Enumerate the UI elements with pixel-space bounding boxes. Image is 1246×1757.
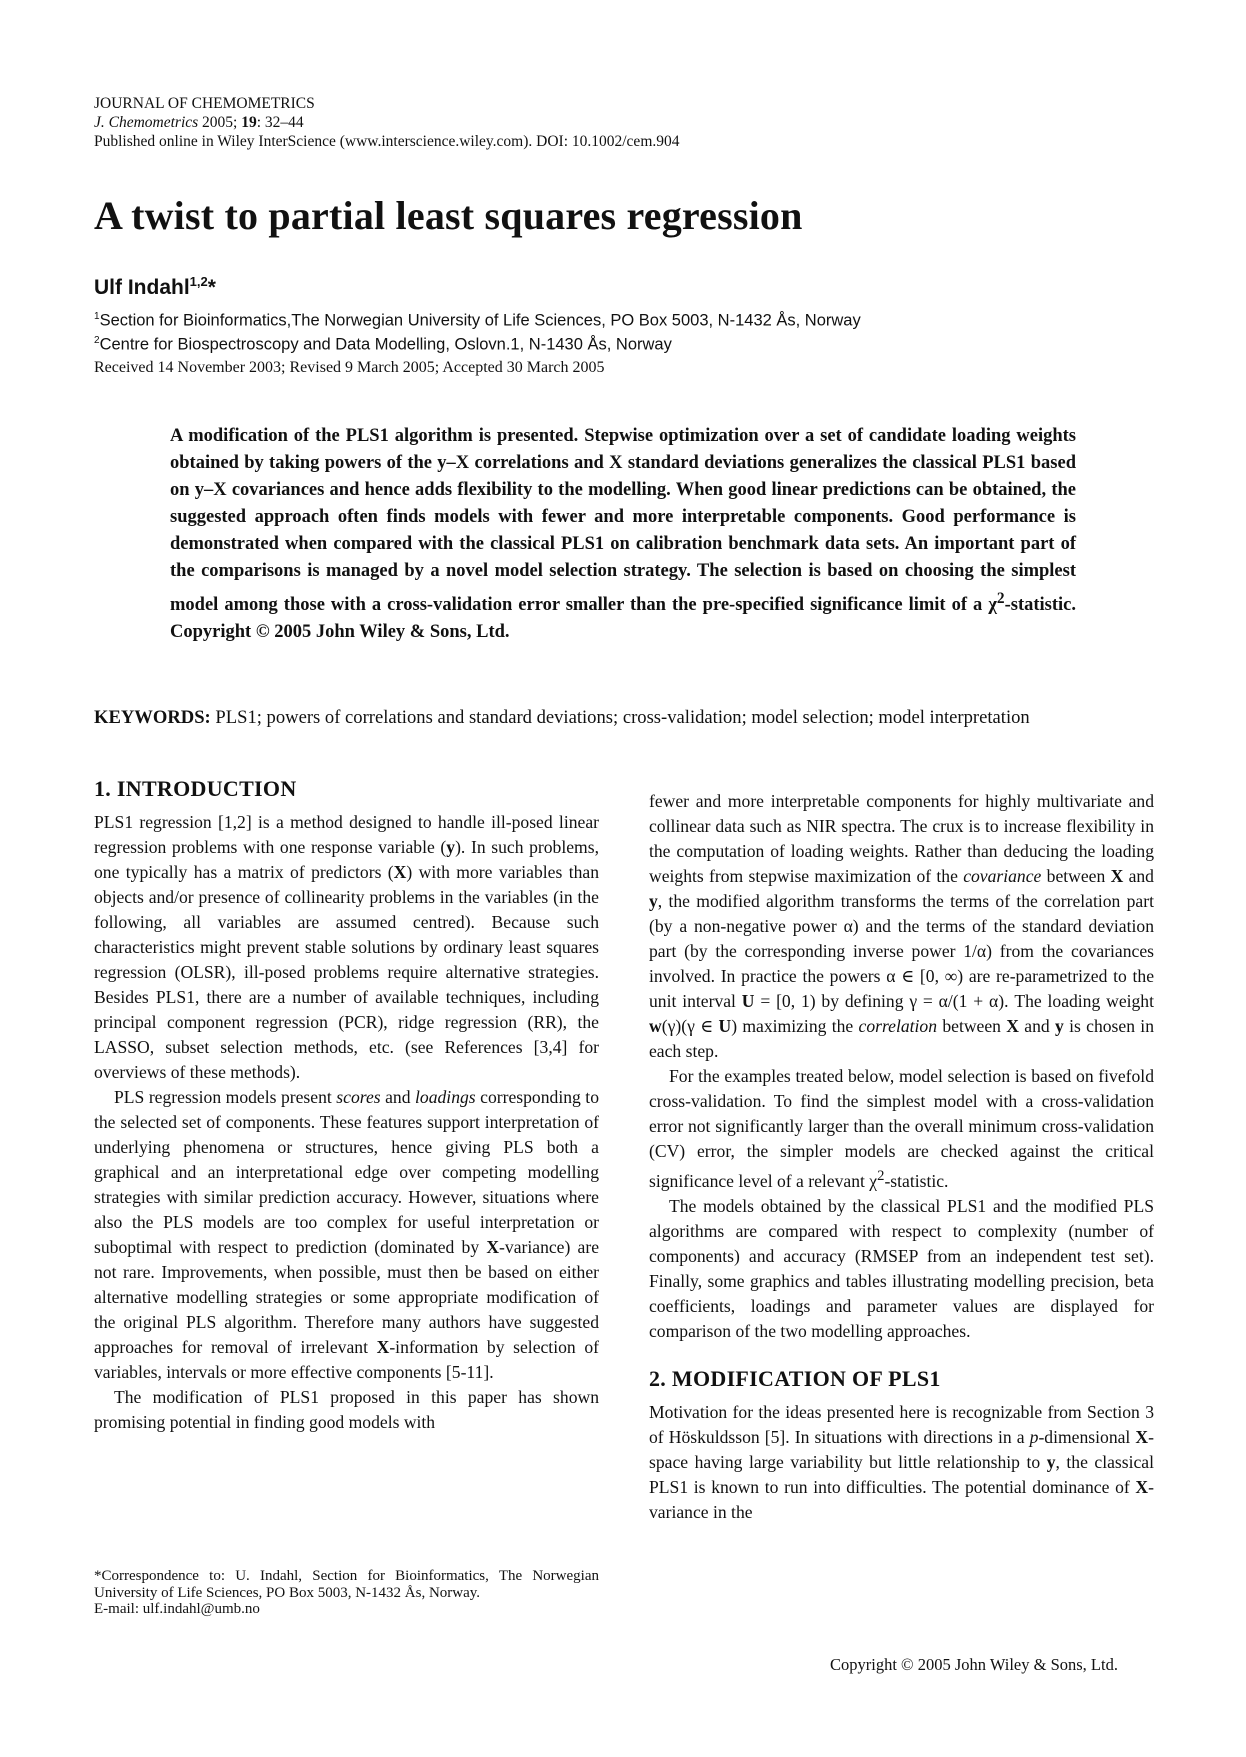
copyright-footer: Copyright © 2005 John Wiley & Sons, Ltd. xyxy=(830,1655,1118,1674)
email: E-mail: ulf.indahl@umb.no xyxy=(94,1601,260,1617)
correspondence-footnote: *Correspondence to: U. Indahl, Section for Bioinformatics, The Norwegian University of Life Sciences, PO Box 5003, N-1432 Ås, Norway. E-mail: ulf.indahl@umb.no xyxy=(94,1568,599,1617)
intro-paragraph-2: PLS regression models present scores and loadings corresponding to the selected set of components. These features support interpretation of underlying phenomena or structures, hence giving PLS both a graphical and an interpretational edge over competing modelling strategies with similar prediction accuracy. However, situations where also the PLS models are too complex for useful interpretation or suboptimal with respect to prediction (dominated by X-variance) are not rare. Improvements, when possible, must then be based on either alternative modelling strategies or some appropriate modification of the original PLS algorithm. Therefore many authors have suggested approaches for removal of irrelevant X-information by selection of variables, intervals or more effective components [5-11]. xyxy=(94,1087,600,1382)
journal-name: JOURNAL OF CHEMOMETRICS xyxy=(94,95,315,112)
intro-paragraph-3: The modification of PLS1 proposed in this paper has shown promising potential in finding good models with xyxy=(94,1387,599,1432)
section-2-heading: 2. MODIFICATION OF PLS1 xyxy=(649,1365,941,1391)
journal-citation: J. Chemometrics 2005; 19: 32–44 xyxy=(94,114,304,131)
right-column xyxy=(649,789,1154,1525)
intro-paragraph-4: For the examples treated below, model selection is based on fivefold cross-validation. To find the simplest model with a cross-validation error not significantly larger than the overall minimum cross-validation (CV) error, the simpler models are checked against the critical significance level of a relevant $\chi^2$-statistic. xyxy=(649,1066,1154,1191)
modification-paragraph-1: Motivation for the ideas presented here is recognizable from Section 3 of Höskuldsson [5]. In situations with directions in a p-dimensional X-space having large variability but little relationship to y, the classical PLS1 is known to run into difficulties. The potential dominance of X-variance in the xyxy=(649,1401,1154,1522)
abstract: A modification of the PLS1 algorithm is presented. Stepwise optimization over a set of candidate loading weights obtained by taking powers of the y–X correlations and X standard deviations generalizes the classical PLS1 based on y–X covariances and hence adds flexibility to the modelling. When good linear predictions can be obtained, the suggested approach often finds models with fewer and more interpretable components. Good performance is demonstrated when compared with the classical PLS1 on calibration benchmark data sets. An important part of the comparisons is managed by a novel model selection strategy. The selection is based on choosing the simplest model among those with a cross-validation error smaller than the pre-specified significance limit of a $\chi^2$-statistic. Copyright © 2005 John Wiley & Sons, Ltd. xyxy=(170,426,1076,643)
left-column xyxy=(94,776,599,1435)
keywords: KEYWORDS: PLS1; powers of correlations and standard deviations; cross-validation; model selection; model interpretation xyxy=(94,707,1030,728)
paper-title: A twist to partial least squares regression xyxy=(94,193,803,238)
author: Ulf Indahl$^{1,2}$* xyxy=(94,274,216,299)
received-dates: Received 14 November 2003; Revised 9 March 2005; Accepted 30 March 2005 xyxy=(94,359,605,376)
affiliation-1: $^1$Section for Bioinformatics,The Norwegian University of Life Sciences, PO Box 5003, N-1432 Ås, Norway xyxy=(94,311,861,330)
intro-paragraph-1: PLS1 regression [1,2] is a method designed to handle ill-posed linear regression problems with one response variable (y). In such problems, one typically has a matrix of predictors (X) with more variables than objects and/or presence of collinearity problems in the variables (in the following, all variables are assumed centred). Because such characteristics might prevent stable solutions by ordinary least squares regression (OLSR), ill-posed problems require alternative strategies. Besides PLS1, there are a number of available techniques, including principal component regression (PCR), ridge regression (RR), the LASSO, subset selection methods, etc. (see References [3,4] for overviews of these methods). xyxy=(94,812,599,1082)
intro-paragraph-3-continued: fewer and more interpretable components for highly multivariate and collinear data such as NIR spectra. The crux is to increase flexibility in the computation of loading weights. Rather than deducing the loading weights from stepwise maximization of the covariance between X and y, the modified algorithm transforms the terms of the correlation part (by a non-negative power α) and the terms of the standard deviation part (by the corresponding inverse power 1/α) from the covariances involved. In practice the powers α ∈ [0, ∞) are re-parametrized to the unit interval U = [0, 1) by defining γ = α/(1 + α). The loading weight w(γ)(γ ∈ U) maximizing the correlation between X and y is chosen in each step. xyxy=(649,791,1154,1061)
publication-info: Published online in Wiley InterScience (www.interscience.wiley.com). DOI: 10.1002/cem.904 xyxy=(94,133,680,150)
section-1-heading: 1. INTRODUCTION xyxy=(94,776,297,801)
intro-paragraph-5: The models obtained by the classical PLS1 and the modified PLS algorithms are compared with respect to complexity (number of components) and accuracy (RMSEP from an independent test set). Finally, some graphics and tables illustrating modelling precision, beta coefficients, loadings and parameter values are displayed for comparison of the two modelling approaches. xyxy=(649,1195,1154,1341)
affiliation-2: $^2$Centre for Biospectroscopy and Data Modelling, Oslovn.1, N-1430 Ås, Norway xyxy=(94,334,672,353)
journal-header xyxy=(94,94,1094,151)
affiliations xyxy=(94,307,861,354)
